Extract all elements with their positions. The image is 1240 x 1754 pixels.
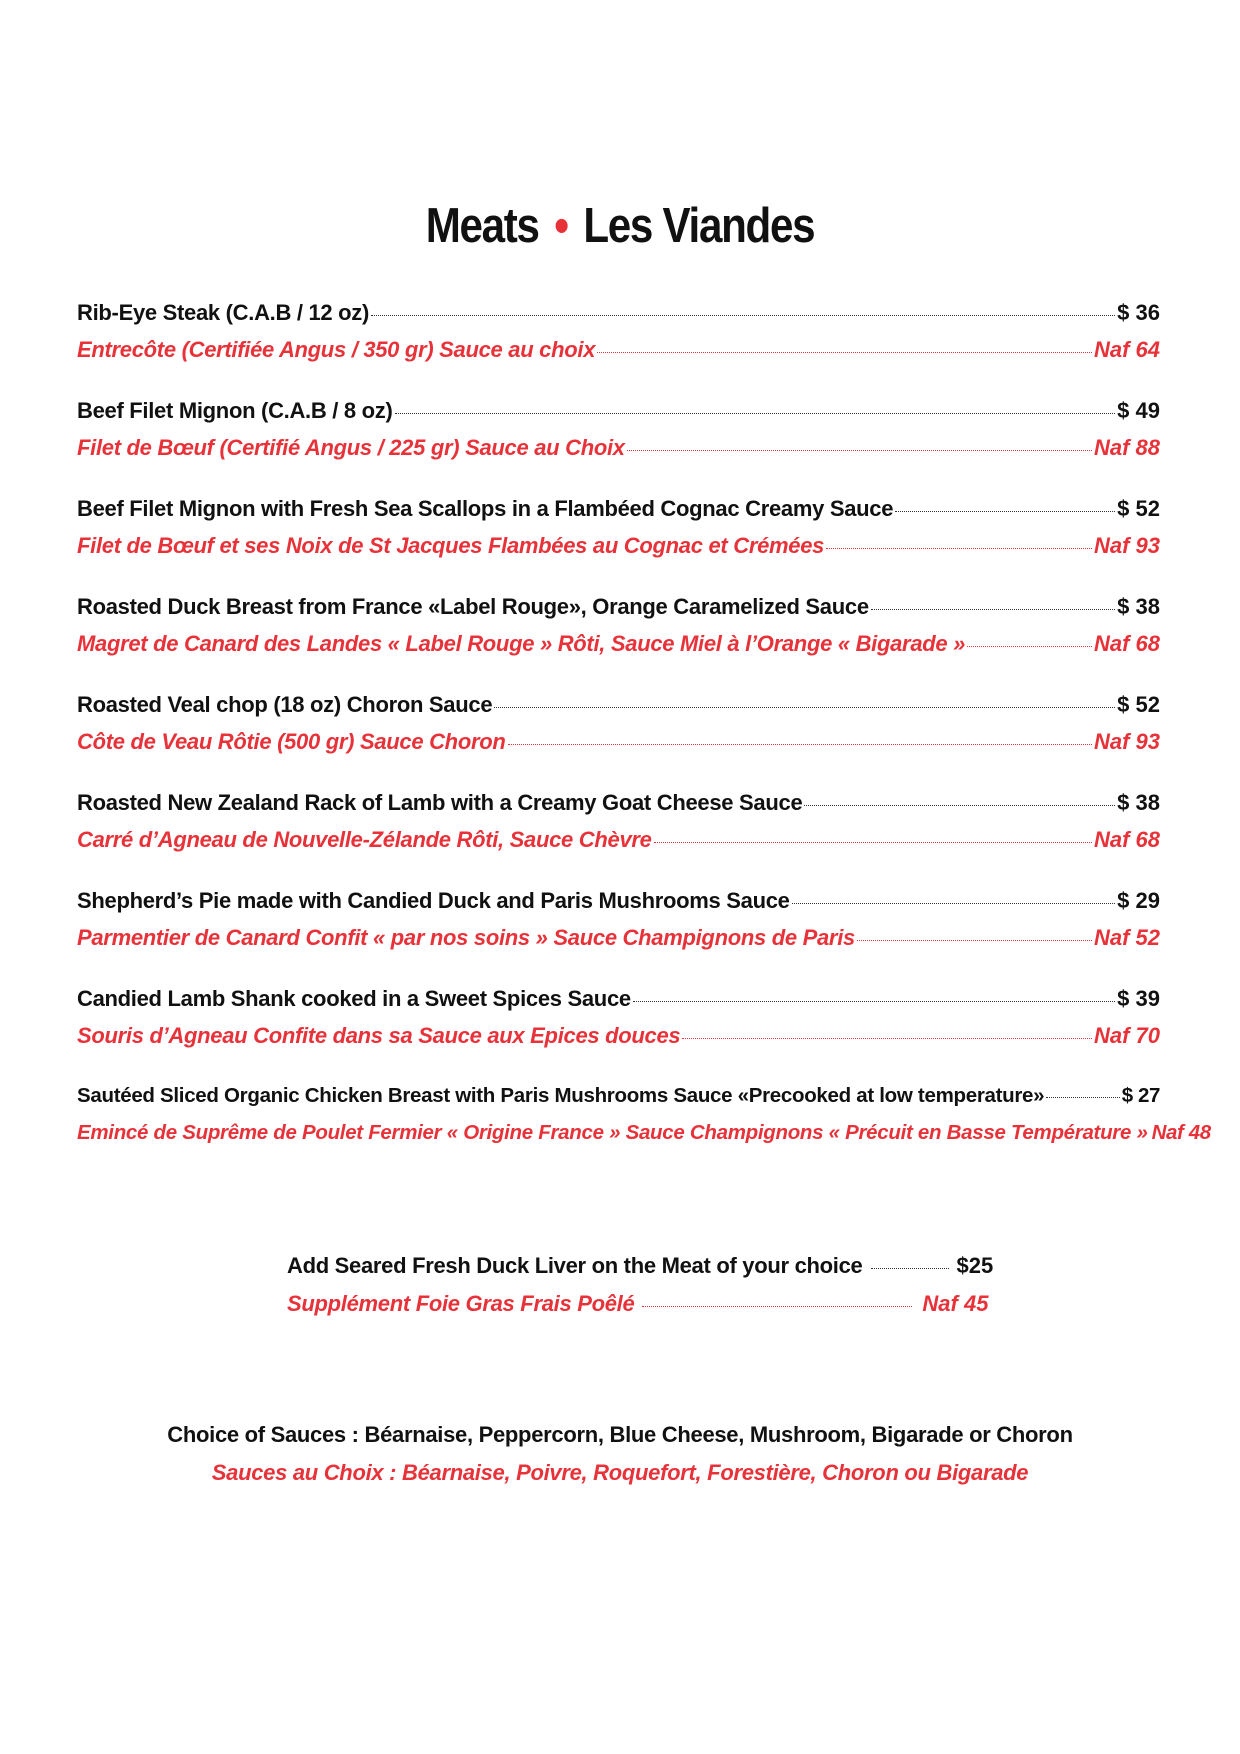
supplement-price: $25: [956, 1253, 994, 1278]
menu-item: [77, 888, 1160, 986]
dot-leader: [871, 1268, 949, 1269]
dish-name: Beef Filet Mignon (C.A.B / 8 oz): [77, 398, 393, 423]
dish-price-fr: Naf 68: [1093, 827, 1160, 852]
dot-leader: [792, 903, 1116, 904]
dish-price-fr: Naf 64: [1093, 337, 1160, 362]
dish-name: Roasted Veal chop (18 oz) Choron Sauce: [77, 692, 493, 717]
page-title: [87, 198, 1153, 254]
dish-name-fr: Filet de Bœuf et ses Noix de St Jacques Flambées au Cognac et Crémées: [77, 533, 825, 558]
dish-name: Sautéed Sliced Organic Chicken Breast with Paris Mushrooms Sauce «Precooked at low temperature»: [77, 1084, 1045, 1107]
dot-leader: [494, 707, 1115, 708]
menu-item: [77, 594, 1160, 692]
dot-leader: [395, 413, 1116, 414]
dot-leader: [597, 352, 1092, 353]
dish-name: Candied Lamb Shank cooked in a Sweet Spices Sauce: [77, 986, 631, 1011]
dish-name-fr: Emincé de Suprême de Poulet Fermier « Origine France » Sauce Champignons « Précuit en Basse Température »: [77, 1121, 1148, 1144]
dish-price-fr: Naf 52: [1093, 925, 1160, 950]
dish-price: $ 27: [1121, 1084, 1160, 1107]
dot-leader: [682, 1038, 1092, 1039]
dish-price-fr: Naf 68: [1093, 631, 1160, 656]
dish-name-fr: Entrecôte (Certifiée Angus / 350 gr) Sauce au choix: [77, 337, 596, 362]
dot-leader: [895, 511, 1115, 512]
dish-name-fr: Carré d’Agneau de Nouvelle-Zélande Rôti, Sauce Chèvre: [77, 827, 652, 852]
menu-list: [77, 300, 1211, 1182]
menu-item-fr: [77, 337, 1160, 374]
dot-leader: [967, 646, 1092, 647]
dish-price: $ 52: [1117, 692, 1160, 717]
menu-item: [77, 300, 1160, 398]
menu-item-fr: [77, 631, 1160, 668]
title-separator: •: [554, 199, 568, 253]
menu-item-en: [77, 594, 1160, 631]
dish-name-fr: Parmentier de Canard Confit « par nos soins » Sauce Champignons de Paris: [77, 925, 855, 950]
supplement-section: [287, 1253, 994, 1329]
menu-item: [77, 398, 1160, 496]
dish-name: Roasted New Zealand Rack of Lamb with a Creamy Goat Cheese Sauce: [77, 790, 803, 815]
dish-price: $ 49: [1117, 398, 1160, 423]
menu-item: [77, 986, 1160, 1084]
dot-leader: [371, 315, 1115, 316]
supplement-name: Add Seared Fresh Duck Liver on the Meat of your choice: [287, 1253, 863, 1278]
menu-item: [77, 692, 1160, 790]
supplement-fr: [287, 1291, 989, 1329]
dot-leader: [654, 842, 1092, 843]
dish-name: Rib-Eye Steak (C.A.B / 12 oz): [77, 300, 370, 325]
menu-item: [77, 790, 1160, 888]
menu-item-fr: [77, 925, 1160, 962]
dot-leader: [871, 609, 1115, 610]
dish-price-fr: Naf 88: [1093, 435, 1160, 460]
dish-price: $ 36: [1117, 300, 1160, 325]
dish-price: $ 39: [1117, 986, 1160, 1011]
menu-item-fr: [77, 827, 1160, 864]
dish-price-fr: Naf 93: [1093, 533, 1160, 558]
menu-item-en: [77, 692, 1160, 729]
dish-price-fr: Naf 70: [1093, 1023, 1160, 1048]
menu-item-en: [77, 790, 1160, 827]
dish-price: $ 38: [1117, 594, 1160, 619]
dish-name-fr: Côte de Veau Rôtie (500 gr) Sauce Choron: [77, 729, 506, 754]
dot-leader: [642, 1306, 912, 1307]
title-en: Meats: [425, 199, 539, 253]
supplement-en: [287, 1253, 994, 1291]
dish-price-fr: Naf 48: [1151, 1121, 1211, 1144]
sauces-fr: Sauces au Choix : Béarnaise, Poivre, Roquefort, Forestière, Choron ou Bigarade: [211, 1460, 1029, 1485]
dish-price: $ 29: [1117, 888, 1160, 913]
menu-item-en: [77, 888, 1160, 925]
dish-name: Beef Filet Mignon with Fresh Sea Scallops in a Flambéed Cognac Creamy Sauce: [77, 496, 894, 521]
dish-price-fr: Naf 93: [1093, 729, 1160, 754]
dot-leader: [804, 805, 1115, 806]
menu-item: [77, 1084, 1211, 1182]
menu-item-en: [77, 986, 1160, 1023]
menu-item-fr: [77, 533, 1160, 570]
menu-item-en: [77, 300, 1160, 337]
dish-name: Shepherd’s Pie made with Candied Duck and Paris Mushrooms Sauce: [77, 888, 790, 913]
dot-leader: [857, 940, 1092, 941]
dot-leader: [508, 744, 1092, 745]
dot-leader: [633, 1001, 1115, 1002]
dot-leader: [1046, 1097, 1119, 1098]
dot-leader: [627, 450, 1092, 451]
dish-name: Roasted Duck Breast from France «Label Rouge», Orange Caramelized Sauce: [77, 594, 869, 619]
menu-item-en: [77, 1084, 1160, 1121]
sauces-section: [0, 1422, 1240, 1498]
dish-name-fr: Filet de Bœuf (Certifié Angus / 225 gr) Sauce au Choix: [77, 435, 625, 460]
menu-item: [77, 496, 1160, 594]
title-fr: Les Viandes: [583, 199, 815, 253]
menu-item-fr: [77, 1121, 1211, 1158]
menu-item-en: [77, 398, 1160, 435]
menu-item-en: [77, 496, 1160, 533]
menu-item-fr: [77, 435, 1160, 472]
sauces-en: Choice of Sauces : Béarnaise, Peppercorn, Blue Cheese, Mushroom, Bigarade or Choron: [167, 1422, 1073, 1447]
supplement-price-fr: Naf 45: [922, 1291, 989, 1316]
menu-item-fr: [77, 1023, 1160, 1060]
dish-name-fr: Magret de Canard des Landes « Label Rouge » Rôti, Sauce Miel à l’Orange « Bigarade »: [77, 631, 966, 656]
supplement-name-fr: Supplément Foie Gras Frais Poêlé: [287, 1291, 635, 1316]
dish-name-fr: Souris d’Agneau Confite dans sa Sauce aux Epices douces: [77, 1023, 681, 1048]
dish-price: $ 38: [1117, 790, 1160, 815]
menu-item-fr: [77, 729, 1160, 766]
dish-price: $ 52: [1117, 496, 1160, 521]
dot-leader: [826, 548, 1092, 549]
